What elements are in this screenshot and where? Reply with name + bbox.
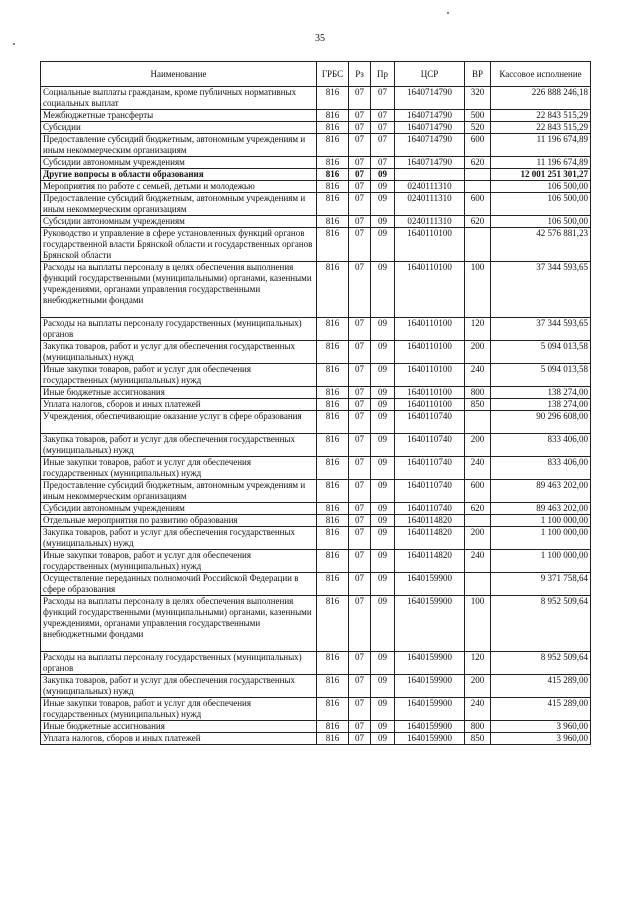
row-name: Закупка товаров, работ и услуг для обеспечения государственных (муниципальных) нужд [41,675,317,698]
row-csr: 1640714790 [395,110,465,122]
row-amount: 89 463 202,00 [491,480,591,503]
row-grbs: 816 [317,573,349,596]
row-pr: 09 [371,387,395,399]
row-csr: 1640110100 [395,364,465,387]
row-grbs: 816 [317,157,349,169]
row-amount: 90 296 608,00 [491,411,591,434]
row-rz: 07 [349,434,371,457]
row-amount: 415 289,00 [491,698,591,721]
row-amount: 22 843 515,29 [491,122,591,134]
row-grbs: 816 [317,503,349,515]
row-csr: 1640714790 [395,157,465,169]
row-pr: 09 [371,527,395,550]
row-name: Иные закупки товаров, работ и услуг для обеспечения государственных (муниципальных) нужд [41,457,317,480]
row-amount: 1 100 000,00 [491,527,591,550]
row-amount: 89 463 202,00 [491,503,591,515]
header-csr: ЦСР [395,62,465,87]
row-vr: 850 [465,733,491,745]
table-row [41,399,591,411]
row-csr: 1640110100 [395,228,465,262]
table-row [41,503,591,515]
row-amount: 106 500,00 [491,193,591,216]
row-grbs: 816 [317,169,349,181]
row-amount: 42 576 881,23 [491,228,591,262]
row-vr: 620 [465,503,491,515]
row-pr: 09 [371,364,395,387]
row-name: Иные бюджетные ассигнования [41,387,317,399]
row-rz: 07 [349,675,371,698]
row-rz: 07 [349,181,371,193]
row-amount: 3 960,00 [491,721,591,733]
row-pr: 09 [371,193,395,216]
row-pr: 09 [371,411,395,434]
scan-speck [13,43,15,45]
table-row [41,341,591,364]
row-rz: 07 [349,698,371,721]
scan-speck [447,12,449,14]
row-vr: 200 [465,675,491,698]
table-row [41,122,591,134]
row-vr [465,228,491,262]
row-name: Другие вопросы в области образования [41,169,317,181]
header-pr: Пр [371,62,395,87]
table-row [41,262,591,318]
row-name: Учреждения, обеспечивающие оказание услуг в сфере образования [41,411,317,434]
row-grbs: 816 [317,399,349,411]
row-name: Предоставление субсидий бюджетным, автономным учреждениям и иным некоммерческим организациям [41,134,317,157]
row-vr: 620 [465,157,491,169]
row-pr: 07 [371,122,395,134]
row-name: Закупка товаров, работ и услуг для обеспечения государственных (муниципальных) нужд [41,341,317,364]
row-csr [395,169,465,181]
page-number: 35 [315,33,325,44]
row-pr: 09 [371,480,395,503]
row-csr: 1640110740 [395,434,465,457]
row-pr: 09 [371,399,395,411]
row-rz: 07 [349,527,371,550]
row-pr: 09 [371,550,395,573]
row-rz: 07 [349,411,371,434]
row-rz: 07 [349,110,371,122]
row-vr: 200 [465,434,491,457]
row-amount: 138 274,00 [491,387,591,399]
row-vr: 120 [465,318,491,341]
row-name: Уплата налогов, сборов и иных платежей [41,733,317,745]
row-csr: 1640159900 [395,733,465,745]
row-grbs: 816 [317,675,349,698]
header-amount: Кассовое исполнение [491,62,591,87]
row-csr: 1640110100 [395,318,465,341]
row-rz: 07 [349,399,371,411]
table-row [41,134,591,157]
row-pr: 09 [371,181,395,193]
row-pr: 09 [371,341,395,364]
row-csr: 0240111310 [395,216,465,228]
row-name: Отдельные мероприятия по развитию образования [41,515,317,527]
row-csr: 1640114820 [395,515,465,527]
row-pr: 09 [371,675,395,698]
row-amount: 8 952 509,64 [491,596,591,652]
table-row [41,721,591,733]
row-grbs: 816 [317,411,349,434]
row-vr [465,169,491,181]
row-amount: 1 100 000,00 [491,515,591,527]
row-amount: 5 094 013,58 [491,341,591,364]
row-csr: 1640159900 [395,596,465,652]
row-amount: 138 274,00 [491,399,591,411]
row-rz: 07 [349,652,371,675]
row-pr: 09 [371,733,395,745]
table-row [41,157,591,169]
row-vr [465,411,491,434]
row-vr: 120 [465,652,491,675]
row-pr: 09 [371,515,395,527]
table-row [41,652,591,675]
table-row [41,675,591,698]
row-rz: 07 [349,387,371,399]
row-vr: 320 [465,87,491,110]
row-pr: 09 [371,216,395,228]
row-amount: 415 289,00 [491,675,591,698]
table-row [41,434,591,457]
row-pr: 09 [371,262,395,318]
row-name: Субсидии автономным учреждениям [41,216,317,228]
row-grbs: 816 [317,527,349,550]
row-amount: 226 888 246,18 [491,87,591,110]
row-csr: 1640110740 [395,480,465,503]
row-grbs: 816 [317,341,349,364]
row-vr: 800 [465,387,491,399]
row-pr: 09 [371,434,395,457]
row-rz: 07 [349,318,371,341]
row-amount: 8 952 509,64 [491,652,591,675]
row-rz: 07 [349,228,371,262]
row-grbs: 816 [317,181,349,193]
row-name: Уплата налогов, сборов и иных платежей [41,399,317,411]
row-csr: 1640110740 [395,457,465,480]
row-rz: 07 [349,169,371,181]
row-grbs: 816 [317,652,349,675]
row-rz: 07 [349,262,371,318]
row-grbs: 816 [317,596,349,652]
row-pr: 09 [371,698,395,721]
table-row [41,596,591,652]
row-grbs: 816 [317,550,349,573]
row-grbs: 816 [317,228,349,262]
row-csr: 1640110100 [395,387,465,399]
table-row [41,698,591,721]
row-amount: 106 500,00 [491,216,591,228]
row-grbs: 816 [317,698,349,721]
row-rz: 07 [349,515,371,527]
table-row [41,457,591,480]
row-csr: 1640110100 [395,399,465,411]
row-pr: 09 [371,652,395,675]
row-pr: 09 [371,457,395,480]
row-rz: 07 [349,341,371,364]
row-vr: 240 [465,457,491,480]
row-name: Расходы на выплаты персоналу в целях обеспечения выполнения функций государственными (муниципальными) органами, казенными учреждениями, органами управления государственными внебюджетными фондами [41,262,317,318]
row-csr: 1640714790 [395,122,465,134]
table-row [41,573,591,596]
table-row [41,387,591,399]
row-csr: 1640110100 [395,262,465,318]
row-amount: 37 344 593,65 [491,262,591,318]
row-pr: 07 [371,87,395,110]
table-row [41,364,591,387]
row-vr: 600 [465,480,491,503]
row-name: Субсидии [41,122,317,134]
table-row [41,169,591,181]
row-name: Иные бюджетные ассигнования [41,721,317,733]
table-row [41,318,591,341]
row-grbs: 816 [317,515,349,527]
row-rz: 07 [349,134,371,157]
row-pr: 07 [371,134,395,157]
row-grbs: 816 [317,193,349,216]
row-csr: 1640114820 [395,550,465,573]
row-name: Руководство и управление в сфере установленных функций органов государственной власти Брянской области и государственных органов Брянской области [41,228,317,262]
table-header-row [41,62,591,87]
row-grbs: 816 [317,87,349,110]
table-row [41,110,591,122]
row-rz: 07 [349,503,371,515]
row-amount: 833 406,00 [491,434,591,457]
table-row [41,181,591,193]
row-csr: 1640714790 [395,134,465,157]
table-row [41,527,591,550]
header-grbs: ГРБС [317,62,349,87]
row-name: Социальные выплаты гражданам, кроме публичных нормативных социальных выплат [41,87,317,110]
row-csr: 1640159900 [395,573,465,596]
table-row [41,216,591,228]
row-name: Расходы на выплаты персоналу государственных (муниципальных) органов [41,318,317,341]
row-grbs: 816 [317,387,349,399]
row-grbs: 816 [317,216,349,228]
row-grbs: 816 [317,110,349,122]
row-vr: 240 [465,364,491,387]
row-rz: 07 [349,457,371,480]
row-vr: 600 [465,193,491,216]
row-csr: 1640159900 [395,698,465,721]
row-vr: 500 [465,110,491,122]
table-row [41,733,591,745]
row-amount: 11 196 674,89 [491,134,591,157]
row-pr: 09 [371,573,395,596]
row-amount: 22 843 515,29 [491,110,591,122]
row-vr: 240 [465,698,491,721]
row-pr: 09 [371,228,395,262]
row-name: Межбюджетные трансферты [41,110,317,122]
row-name: Субсидии автономным учреждениям [41,157,317,169]
row-vr: 620 [465,216,491,228]
row-grbs: 816 [317,122,349,134]
row-vr [465,181,491,193]
row-amount: 833 406,00 [491,457,591,480]
row-csr: 0240111310 [395,193,465,216]
row-name: Расходы на выплаты персоналу государственных (муниципальных) органов [41,652,317,675]
row-name: Иные закупки товаров, работ и услуг для обеспечения государственных (муниципальных) нужд [41,550,317,573]
header-name: Наименование [41,62,317,87]
row-rz: 07 [349,550,371,573]
row-vr [465,515,491,527]
header-vr: ВР [465,62,491,87]
row-vr: 520 [465,122,491,134]
row-rz: 07 [349,216,371,228]
row-grbs: 816 [317,721,349,733]
row-csr: 1640159900 [395,652,465,675]
row-grbs: 816 [317,480,349,503]
row-name: Закупка товаров, работ и услуг для обеспечения государственных (муниципальных) нужд [41,527,317,550]
row-amount: 1 100 000,00 [491,550,591,573]
row-rz: 07 [349,573,371,596]
row-csr: 1640110740 [395,503,465,515]
row-grbs: 816 [317,733,349,745]
row-rz: 07 [349,721,371,733]
row-rz: 07 [349,364,371,387]
row-grbs: 816 [317,457,349,480]
table-row [41,193,591,216]
row-pr: 09 [371,318,395,341]
row-amount: 3 960,00 [491,733,591,745]
row-csr: 1640159900 [395,675,465,698]
row-name: Субсидии автономным учреждениям [41,503,317,515]
table-row [41,515,591,527]
row-csr: 1640114820 [395,527,465,550]
row-name: Предоставление субсидий бюджетным, автономным учреждениям и иным некоммерческим организациям [41,480,317,503]
row-rz: 07 [349,157,371,169]
row-rz: 07 [349,122,371,134]
row-rz: 07 [349,596,371,652]
row-amount: 11 196 674,89 [491,157,591,169]
row-pr: 09 [371,721,395,733]
row-amount: 106 500,00 [491,181,591,193]
row-vr: 100 [465,262,491,318]
row-name: Осуществление переданных полномочий Российской Федерации в сфере образования [41,573,317,596]
row-vr: 240 [465,550,491,573]
table-row [41,480,591,503]
row-csr: 1640159900 [395,721,465,733]
table-body [41,87,591,745]
row-name: Мероприятия по работе с семьей, детьми и молодежью [41,181,317,193]
row-amount: 12 001 251 301,27 [491,169,591,181]
row-csr: 1640714790 [395,87,465,110]
row-vr: 100 [465,596,491,652]
row-vr: 200 [465,527,491,550]
row-pr: 09 [371,503,395,515]
row-csr: 1640110100 [395,341,465,364]
row-rz: 07 [349,87,371,110]
row-pr: 09 [371,596,395,652]
row-vr: 200 [465,341,491,364]
table-row [41,550,591,573]
row-name: Иные закупки товаров, работ и услуг для обеспечения государственных (муниципальных) нужд [41,364,317,387]
row-pr: 07 [371,110,395,122]
row-vr: 850 [465,399,491,411]
row-vr: 600 [465,134,491,157]
row-vr [465,573,491,596]
header-rz: Рз [349,62,371,87]
table-row [41,228,591,262]
row-vr: 800 [465,721,491,733]
row-grbs: 816 [317,318,349,341]
row-amount: 5 094 013,58 [491,364,591,387]
row-amount: 37 344 593,65 [491,318,591,341]
row-grbs: 816 [317,434,349,457]
row-grbs: 816 [317,262,349,318]
row-csr: 0240111310 [395,181,465,193]
row-grbs: 816 [317,364,349,387]
budget-table [40,61,591,745]
table-row [41,87,591,110]
row-rz: 07 [349,193,371,216]
row-name: Предоставление субсидий бюджетным, автономным учреждениям и иным некоммерческим организациям [41,193,317,216]
row-name: Иные закупки товаров, работ и услуг для обеспечения государственных (муниципальных) нужд [41,698,317,721]
table-row [41,411,591,434]
row-rz: 07 [349,480,371,503]
row-pr: 07 [371,157,395,169]
row-name: Расходы на выплаты персоналу в целях обеспечения выполнения функций государственными (муниципальными) органами, казенными учреждениями, органами управления государственными внебюджетными фондами [41,596,317,652]
row-rz: 07 [349,733,371,745]
row-name: Закупка товаров, работ и услуг для обеспечения государственных (муниципальных) нужд [41,434,317,457]
row-pr: 09 [371,169,395,181]
row-csr: 1640110740 [395,411,465,434]
row-amount: 9 371 758,64 [491,573,591,596]
row-grbs: 816 [317,134,349,157]
